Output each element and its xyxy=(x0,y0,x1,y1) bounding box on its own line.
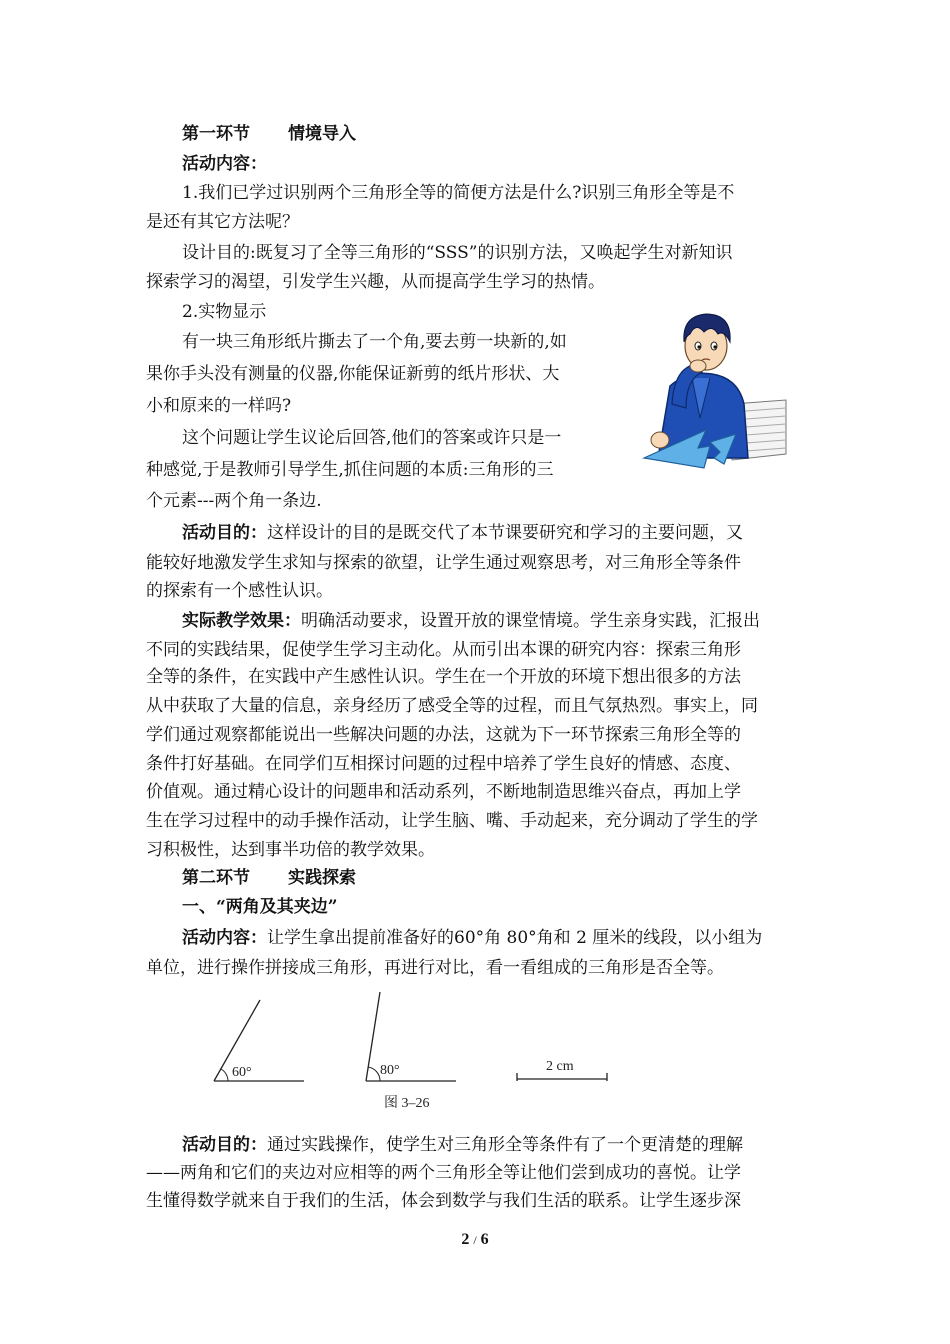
teaching-effect-line7: 价值观。通过精心设计的问题串和活动系列，不断地制造思维兴奋点，再加上学 xyxy=(146,782,741,802)
student-thinking-icon xyxy=(644,314,786,468)
teaching-effect-line2: 不同的实践结果，促使学生学习主动化。从而引出本课的研究内容：探索三角形 xyxy=(146,640,741,660)
paragraph3-line1: 这个问题让学生议论后回答,他们的答案或许只是一 xyxy=(182,428,562,448)
angle80-side xyxy=(366,992,380,1081)
paragraph2-line2: 果你手头没有测量的仪器,你能保证新剪的纸片形状、大 xyxy=(146,364,560,384)
activity-goal-line2: 能较好地激发学生求知与探索的欲望，让学生通过观察思考，对三角形全等条件 xyxy=(146,553,741,573)
angle60-label: 60° xyxy=(232,1065,252,1080)
activity-goal-line3: 的探索有一个感性认识。 xyxy=(146,581,333,601)
section2-goal-line3: 生懂得数学就来自于我们的生活，体会到数学与我们生活的联系。让学生逐步深 xyxy=(146,1191,741,1211)
page-number: 2 / 6 xyxy=(461,1231,489,1248)
teaching-effect-line3: 全等的条件，在实践中产生感性认识。学生在一个开放的环境下想出很多的方法 xyxy=(146,667,741,687)
question1-line1: 1.我们已学过识别两个三角形全等的简便方法是什么?识别三角形全等是不 xyxy=(182,183,735,203)
teaching-effect-line4: 从中获取了大量的信息，亲身经历了感受全等的过程，而且气氛热烈。事实上，同 xyxy=(146,696,758,716)
section1-heading: 第一环节 情境导入 xyxy=(182,124,356,144)
question1-line2: 是还有其它方法呢？ xyxy=(146,212,299,232)
item2-heading: 2.实物显示 xyxy=(182,302,267,322)
section2-heading: 第二环节 实践探索 xyxy=(182,868,356,888)
teaching-effect-line8: 生在学习过程中的动手操作活动，让学生脑、嘴、手动起来，充分调动了学生的学 xyxy=(146,811,758,831)
angle60-arc xyxy=(221,1069,228,1081)
angle-figure xyxy=(200,988,620,1113)
activity-goal-line1: 活动目的：这样设计的目的是既交代了本节课要研究和学习的主要问题，又 xyxy=(182,523,743,543)
subsection-heading: 一、“两角及其夹边” xyxy=(182,897,338,917)
figure-caption: 图 3–26 xyxy=(384,1096,430,1111)
angle80-label: 80° xyxy=(380,1063,400,1078)
teaching-effect-line9: 习积极性，达到事半功倍的教学效果。 xyxy=(146,840,435,860)
paragraph2-line1: 有一块三角形纸片撕去了一个角,要去剪一块新的,如 xyxy=(182,332,567,352)
teaching-effect-line6: 条件打好基础。在同学们互相探讨问题的过程中培养了学生良好的情感、态度、 xyxy=(146,754,741,774)
design-purpose-line2: 探索学习的渴望，引发学生兴趣，从而提高学生学习的热情。 xyxy=(146,272,605,292)
section2-goal-line2: ——两角和它们的夹边对应相等的两个三角形全等让他们尝到成功的喜悦。让学 xyxy=(146,1163,741,1183)
section2-goal-line1: 活动目的：通过实践操作，使学生对三角形全等条件有了一个更清楚的理解 xyxy=(182,1135,743,1155)
paragraph2-line3: 小和原来的一样吗? xyxy=(146,396,292,416)
paragraph3-line2: 种感觉,于是教师引导学生,抓住问题的本质:三角形的三 xyxy=(146,460,554,480)
paragraph3-line3: 个元素---两个角一条边. xyxy=(146,491,322,511)
section2-activity-line1: 活动内容：让学生拿出提前准备好的60°角 80°角和 2 厘米的线段，以小组为 xyxy=(182,928,763,948)
activity-content-label: 活动内容： xyxy=(182,154,267,174)
angle80-arc xyxy=(368,1067,380,1081)
section2-activity-line2: 单位，进行操作拼接成三角形，再进行对比，看一看组成的三角形是否全等。 xyxy=(146,958,724,978)
student-thinking-illustration xyxy=(640,308,788,473)
teaching-effect-line1: 实际教学效果：明确活动要求，设置开放的课堂情境。学生亲身实践，汇报出 xyxy=(182,611,760,631)
teaching-effect-line5: 学们通过观察都能说出一些解决问题的办法，这就为下一环节探索三角形全等的 xyxy=(146,725,741,745)
design-purpose-line1: 设计目的:既复习了全等三角形的“SSS”的识别方法，又唤起学生对新知识 xyxy=(182,243,733,263)
segment-label: 2 cm xyxy=(546,1059,574,1074)
